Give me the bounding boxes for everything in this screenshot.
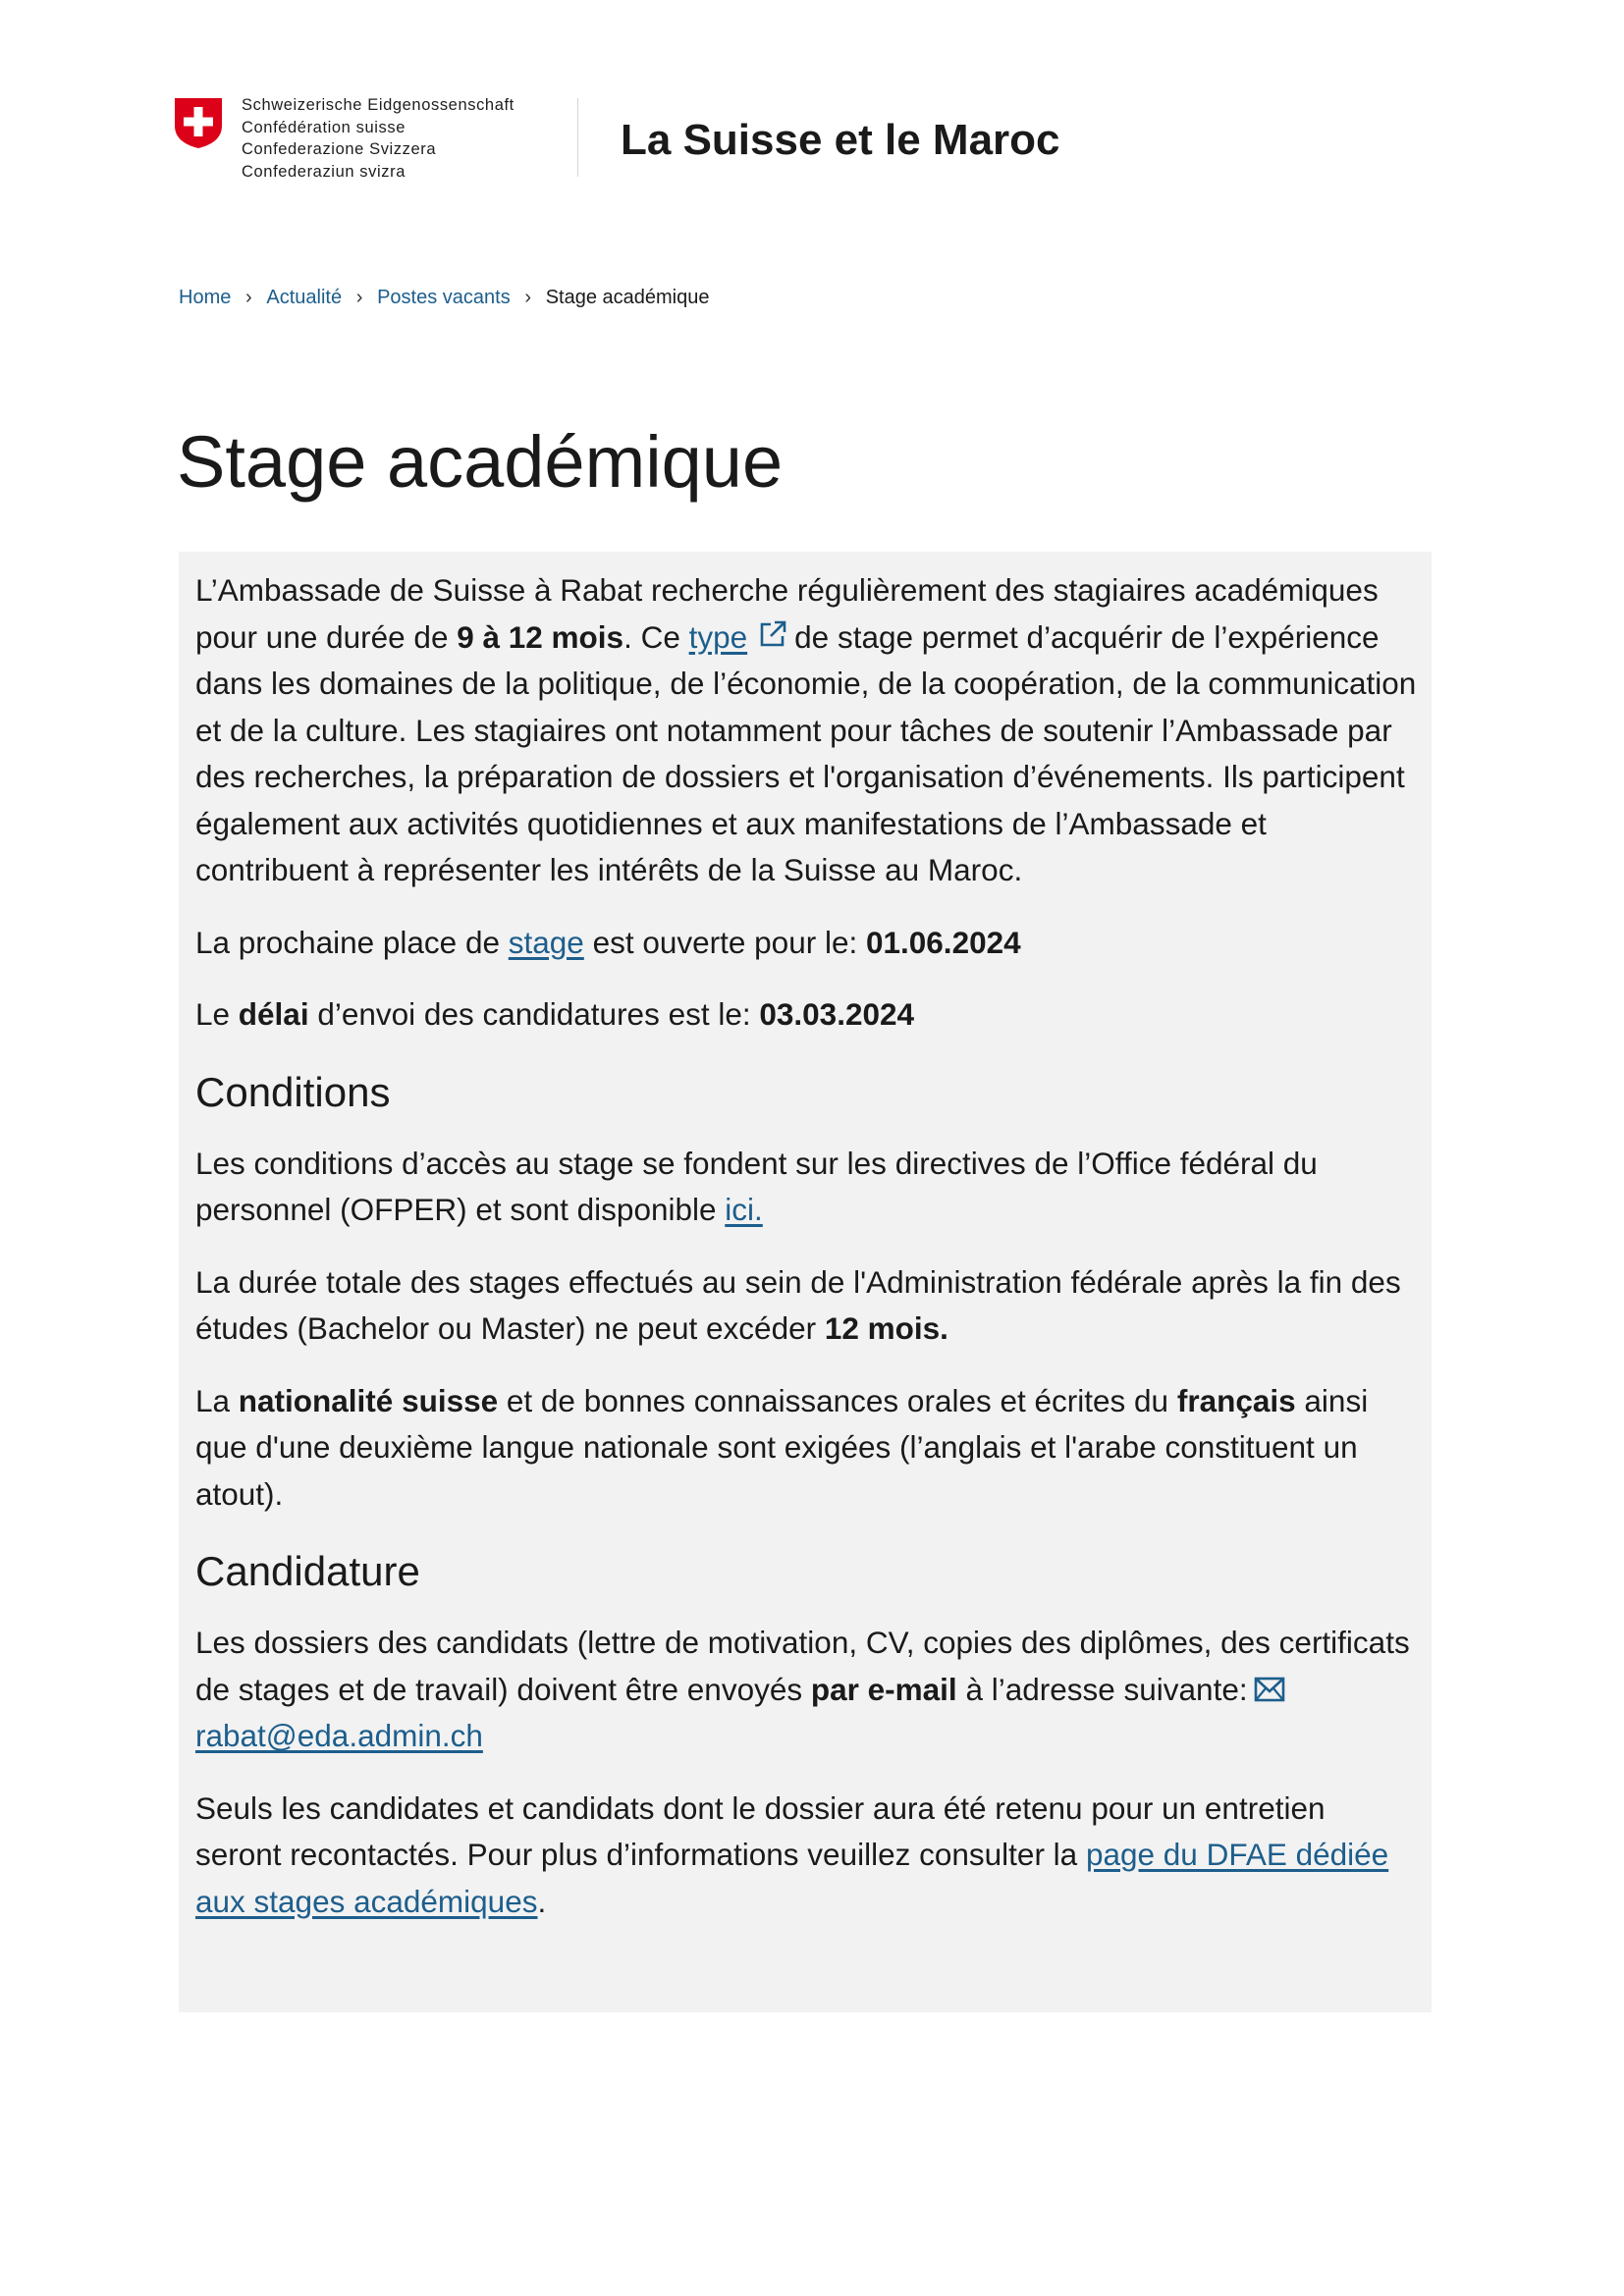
followup-text: . — [537, 1883, 547, 1919]
header-divider — [577, 98, 578, 177]
federation-name-it: Confederazione Svizzera — [242, 140, 437, 158]
language-highlight: français — [1176, 1382, 1296, 1418]
swiss-flag-icon — [173, 96, 224, 149]
conditions-paragraph — [195, 1141, 1418, 1234]
site-header — [173, 94, 1449, 183]
duration-paragraph — [195, 1259, 1418, 1353]
intro-paragraph — [195, 567, 1418, 894]
breadcrumb-postes-vacants[interactable]: Postes vacants — [377, 287, 511, 308]
intro-text: L’Ambassade de Suisse à Rabat recherche régulièrement des stagiaires académiques pour une durée de — [195, 572, 1379, 655]
federation-name-fr: Confédération suisse — [242, 118, 406, 136]
application-paragraph — [195, 1620, 1418, 1760]
breadcrumb-current: Stage académique — [545, 287, 710, 308]
application-text: Les dossiers des candidats (lettre de motivation, CV, copies des diplômes, des certificats de stages et de travail) doivent être envoyés — [195, 1625, 1410, 1707]
deadline-highlight: délai — [238, 996, 309, 1032]
next-stage-text: La prochaine place de — [195, 924, 509, 960]
page-title: Stage académique — [177, 421, 784, 503]
site-title[interactable]: La Suisse et le Maroc — [621, 116, 1060, 164]
federation-name-rm: Confederaziun svizra — [242, 162, 406, 181]
federation-logo-link[interactable] — [173, 94, 566, 183]
deadline-paragraph — [195, 991, 1418, 1039]
nationality-paragraph — [195, 1378, 1418, 1519]
dfae-page-link[interactable]: page du DFAE dédiée aux stages académiques — [195, 1837, 1389, 1919]
breadcrumb-home[interactable]: Home — [179, 287, 232, 308]
followup-paragraph — [195, 1786, 1418, 1926]
duration-highlight: 9 à 12 mois — [457, 618, 624, 655]
breadcrumb-separator-icon: › — [355, 287, 363, 308]
email-method-highlight: par e-mail — [810, 1671, 957, 1707]
stage-link[interactable]: stage — [508, 924, 584, 960]
application-text: à l’adresse suivante: — [956, 1671, 1248, 1707]
breadcrumb-separator-icon: › — [524, 287, 532, 308]
deadline-text: Le — [195, 996, 239, 1032]
next-stage-text: est ouverte pour le: — [583, 924, 866, 960]
next-stage-paragraph — [195, 920, 1418, 967]
federation-name-de: Schweizerische Eidgenossenschaft — [242, 96, 514, 114]
envelope-icon[interactable] — [1254, 1677, 1285, 1702]
deadline-text: d’envoi des candidatures est le: — [308, 996, 760, 1032]
conditions-text: Les conditions d’accès au stage se fondent sur les directives de l’Office fédéral du personnel (OFPER) et sont disponible — [195, 1145, 1318, 1227]
nationality-text: La — [195, 1382, 239, 1418]
candidature-heading: Candidature — [195, 1548, 420, 1594]
breadcrumb-actualite[interactable]: Actualité — [266, 287, 343, 308]
nationality-highlight: nationalité suisse — [238, 1382, 499, 1418]
followup-text: Seuls les candidates et candidats dont le dossier aura été retenu pour un entretien seront recontactés. Pour plus d’informations veuillez consulter la — [195, 1789, 1326, 1872]
email-link[interactable]: rabat@eda.admin.ch — [195, 1718, 483, 1753]
external-link-icon[interactable] — [757, 618, 788, 650]
duration-text: La durée totale des stages effectués au sein de l'Administration fédérale après la fin des études (Bachelor ou Master) ne peut excéder — [195, 1263, 1401, 1346]
breadcrumb-separator-icon: › — [245, 287, 252, 308]
ici-link[interactable]: ici. — [725, 1192, 763, 1227]
type-link[interactable]: type — [688, 618, 748, 655]
deadline-date: 03.03.2024 — [759, 996, 915, 1032]
conditions-heading: Conditions — [195, 1068, 391, 1115]
start-date: 01.06.2024 — [865, 924, 1021, 960]
nationality-text: et de bonnes connaissances orales et écrites du — [498, 1382, 1177, 1418]
content-box — [179, 552, 1432, 2012]
federation-names — [242, 94, 514, 183]
nationality-text: ainsi que d'une deuxième langue nationale sont exigées (l’anglais et l'arabe constituent un atout). — [195, 1382, 1369, 1512]
intro-text: . Ce — [623, 618, 689, 655]
breadcrumb — [179, 287, 710, 309]
max-duration-highlight: 12 mois. — [824, 1310, 948, 1346]
intro-text: de stage permet d’acquérir de l’expérience dans les domaines de la politique, de l’économie, de la coopération, de la communication et de la culture. Les stagiaires ont notamment pour tâches de soutenir l’Ambassade par des recherches, la préparation de dossiers et l'organisation d’événements. Ils participent également aux activités quotidiennes et aux manifestations de l’Ambassade et contribuent à représenter les intérêts de la Suisse au Maroc. — [195, 618, 1417, 887]
